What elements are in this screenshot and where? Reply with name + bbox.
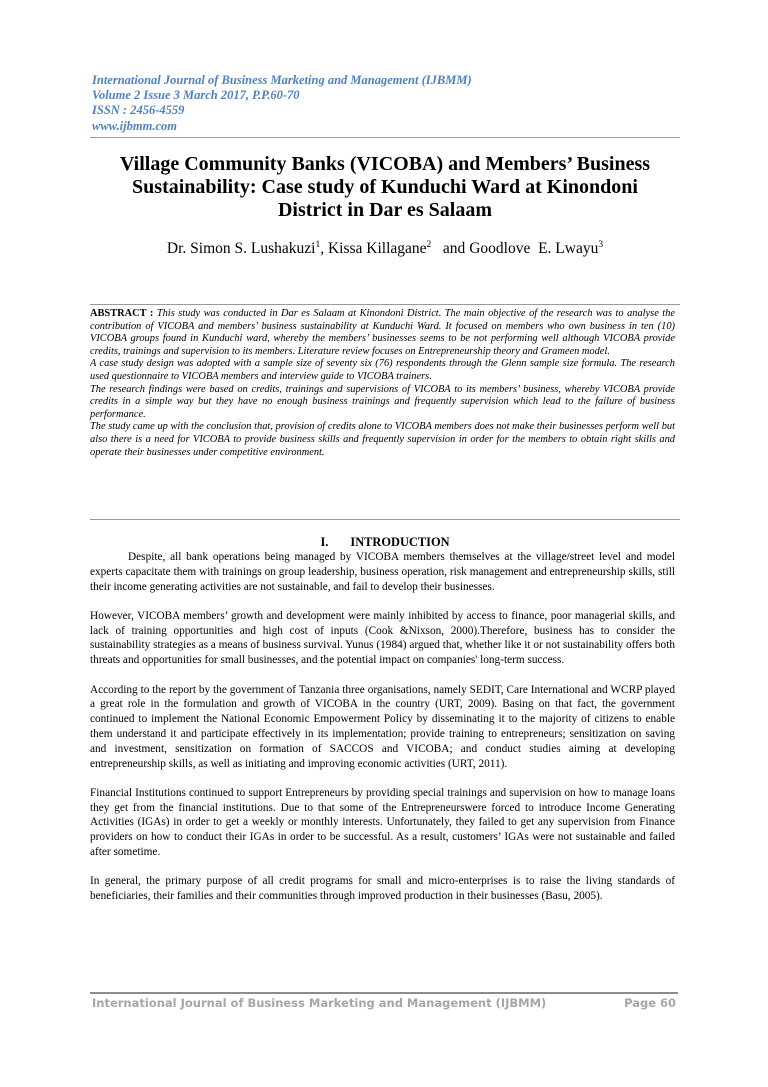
abstract-text: This study was conducted in Dar es Salaam at Kinondoni District. The main objective of the research was to analyse the contribution of VICOBA and members’ business sustainability at Kunduchi Ward. It focused on members who own business in ten (10) VICOBA groups found in Kunduchi ward, whereby the members’ businesses seems to be not performing well although VICOBA provide credits, trainings and supervision to its members. Literature review focuses on Entrepreneurship theory and Grameen model. — [90, 308, 676, 357]
author-affiliation-mark: 3 — [598, 239, 604, 250]
body-paragraph: Financial Institutions continued to support Entrepreneurs by providing special trainings and supervision on how to manage loans they get from the financial institutions. Due to that some of the Entrepreneurswere forced to introduce Income Generating Activities (IGAs) in order to get a weekly or monthly interests. Unfortunately, they failed to get any supervision from Finance providers on how to conduct their IGAs in order to be successful. As a result, customers’ IGAs were not sustainable and failed after sometime. — [90, 786, 675, 859]
body-text — [90, 550, 675, 918]
title-line: Village Community Banks (VICOBA) and Members’ Business — [119, 153, 651, 175]
title-line: Sustainability: Case study of Kunduchi Ward at Kinondoni — [132, 176, 638, 198]
author-list — [90, 240, 680, 258]
body-paragraph: According to the report by the government of Tanzania three organisations, namely SEDIT, Care International and WCRP played a great role in the formulation and growth of VICOBA in the country (URT, 2009). Basing on that fact, the government continued to implement the National Economic Empowerment Policy by disseminating it to the majority of citizens to enable them understand it and participate effectively in its implementation; provide training to entrepreneurs; sensitization on saving and investment, sensitization on formation of SACCOS and VICOBA; and conduct studies aiming at developing entrepreneurship skills, as well as initiating and improving economic activities (URT, 2011). — [90, 683, 675, 770]
body-paragraph: Despite, all bank operations being managed by VICOBA members themselves at the village/street level and model experts capacitate them with trainings on group leadership, business operation, risk management and entrepreneurship skills, still their income generating activities are not sustainable, and fail to develop their businesses. — [90, 551, 675, 593]
author-affiliation-mark: 2 — [426, 239, 432, 250]
author-affiliation-mark: 1 — [315, 239, 321, 250]
author-name: Dr. Simon S. Lushakuzi — [166, 240, 316, 257]
title-line: District in Dar es Salaam — [277, 199, 493, 221]
page-number: Page 60 — [624, 996, 676, 1010]
body-paragraph: In general, the primary purpose of all credit programs for small and micro-enterprises is to raise the living standards of beneficiaries, their families and their communities through improved production in their businesses (Basu, 2005). — [90, 875, 675, 903]
footer-journal-name: International Journal of Business Marketing and Management (IJBMM) — [92, 996, 547, 1010]
author-name: Goodlove E. Lwayu — [469, 240, 599, 257]
body-paragraph: However, VICOBA members’ growth and development were mainly inhibited by access to finance, poor managerial skills, and lack of training opportunities and high cost of inputs (Cook &Nixson, 2000).Therefore, business has to consider the sustainability strategies as a means of business survival. Yunus (1984) argued that, whether like it or not sustainability offers both threats and opportunities for small businesses, and the potential impact on companies' long-term success. — [90, 609, 675, 667]
footer-divider — [90, 992, 678, 994]
abstract-paragraph: The study came up with the conclusion that, provision of credits alone to VICOBA members does not make their businesses perform well but also there is a need for VICOBA to provide business skills and frequently supervision in order for the members to obtain right skills and operate their businesses under competitive environment. — [90, 421, 675, 458]
header-divider — [90, 137, 680, 138]
section-title: INTRODUCTION — [350, 535, 450, 549]
paper-title — [90, 153, 680, 222]
author-separator: and — [431, 240, 470, 257]
abstract-bottom-rule — [90, 519, 680, 520]
abstract-paragraph: A case study design was adopted with a sample size of seventy six (76) respondents through the Glenn sample size formula. The research used questionnaire to VICOBA members and interview guide to VICOBA trainers. — [90, 358, 675, 382]
author-separator: , — [320, 240, 328, 257]
author-name: Kissa Killagane — [327, 240, 427, 257]
section-heading — [90, 535, 680, 550]
abstract-label: ABSTRACT : — [90, 308, 157, 319]
abstract-block — [90, 308, 675, 459]
page-footer — [92, 996, 676, 1010]
abstract-paragraph — [90, 308, 675, 358]
section-number: I. — [320, 535, 329, 549]
journal-issn: ISSN : 2456-4559 — [92, 103, 185, 118]
abstract-top-rule — [90, 304, 680, 305]
abstract-paragraph: The research findings were based on credits, trainings and supervisions of VICOBA to its members’ business, whereby VICOBA provide credits in a simple way but they have no enough business trainings and frequently supervision which lead to the failure of business performance. — [90, 383, 675, 420]
journal-name: International Journal of Business Marketing and Management (IJBMM) — [92, 73, 472, 87]
journal-volume: Volume 2 Issue 3 March 2017, P.P.60-70 — [92, 88, 300, 103]
journal-header — [92, 73, 682, 134]
journal-website[interactable]: www.ijbmm.com — [92, 118, 177, 133]
